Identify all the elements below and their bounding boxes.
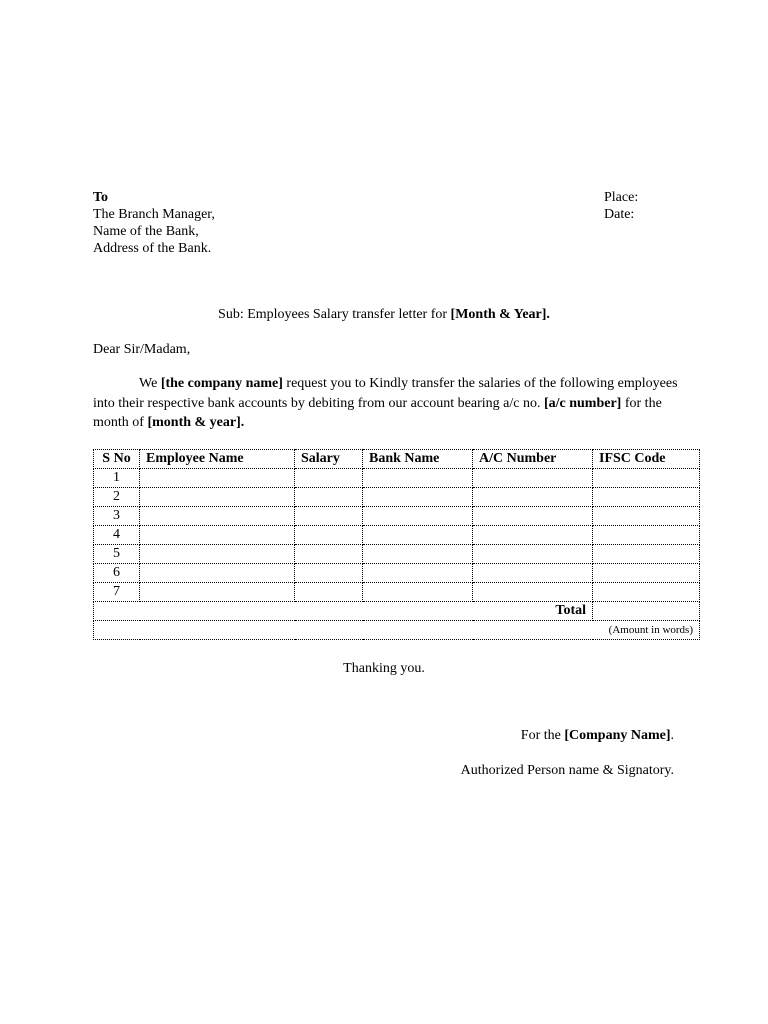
body-we: We	[139, 376, 161, 391]
header-sno: S No	[94, 450, 140, 469]
cell-employee-name[interactable]	[140, 545, 295, 564]
to-label: To	[93, 190, 109, 205]
salary-table	[93, 449, 700, 640]
cell-ifsc-code[interactable]	[593, 526, 700, 545]
salutation: Dear Sir/Madam,	[93, 342, 191, 357]
place-label: Place:	[604, 190, 639, 205]
row-sno: 3	[94, 507, 140, 526]
table-header-row	[94, 450, 700, 469]
table-row	[94, 469, 700, 488]
cell-bank-name[interactable]	[363, 488, 473, 507]
cell-ac-number[interactable]	[473, 564, 593, 583]
for-suffix: .	[670, 728, 674, 743]
table-row	[94, 545, 700, 564]
recipient-line-bank-address: Address of the Bank.	[93, 241, 212, 256]
cell-ac-number[interactable]	[473, 507, 593, 526]
for-company-line	[0, 727, 674, 744]
cell-bank-name[interactable]	[363, 469, 473, 488]
row-sno: 6	[94, 564, 140, 583]
body-month-placeholder: [month & year].	[147, 415, 245, 430]
body-text-month: for the month of	[93, 395, 662, 430]
cell-salary[interactable]	[295, 488, 363, 507]
amount-in-words-label: (Amount in words)	[94, 621, 700, 640]
cell-ifsc-code[interactable]	[593, 583, 700, 602]
for-company-placeholder: [Company Name]	[564, 728, 671, 743]
cell-bank-name[interactable]	[363, 526, 473, 545]
total-row	[94, 602, 700, 621]
cell-ac-number[interactable]	[473, 545, 593, 564]
recipient-address-block	[93, 189, 215, 257]
subject-month-placeholder: [Month & Year].	[450, 307, 550, 322]
header-employee-name: Employee Name	[140, 450, 295, 469]
row-sno: 7	[94, 583, 140, 602]
row-sno: 5	[94, 545, 140, 564]
cell-salary[interactable]	[295, 507, 363, 526]
recipient-line-manager: The Branch Manager,	[93, 207, 215, 222]
cell-employee-name[interactable]	[140, 469, 295, 488]
cell-employee-name[interactable]	[140, 488, 295, 507]
cell-ac-number[interactable]	[473, 469, 593, 488]
cell-ifsc-code[interactable]	[593, 488, 700, 507]
cell-bank-name[interactable]	[363, 564, 473, 583]
cell-ifsc-code[interactable]	[593, 545, 700, 564]
header-bank-name: Bank Name	[363, 450, 473, 469]
table-row	[94, 526, 700, 545]
cell-salary[interactable]	[295, 545, 363, 564]
row-sno: 2	[94, 488, 140, 507]
cell-bank-name[interactable]	[363, 583, 473, 602]
thanking-line: Thanking you.	[343, 661, 425, 676]
row-sno: 1	[94, 469, 140, 488]
cell-bank-name[interactable]	[363, 545, 473, 564]
date-label: Date:	[604, 207, 635, 222]
header-ac-number: A/C Number	[473, 450, 593, 469]
cell-ifsc-code[interactable]	[593, 507, 700, 526]
subject-prefix: Sub: Employees Salary transfer letter for	[218, 307, 451, 322]
cell-salary[interactable]	[295, 564, 363, 583]
table-row	[94, 564, 700, 583]
signatory-line: Authorized Person name & Signatory.	[460, 763, 674, 778]
cell-ifsc-code[interactable]	[593, 564, 700, 583]
cell-ac-number[interactable]	[473, 583, 593, 602]
cell-bank-name[interactable]	[363, 507, 473, 526]
cell-ifsc-code[interactable]	[593, 469, 700, 488]
header-salary: Salary	[295, 450, 363, 469]
cell-total-value[interactable]	[593, 602, 700, 621]
for-prefix: For the	[520, 728, 565, 743]
recipient-line-bank-name: Name of the Bank,	[93, 224, 199, 239]
header-ifsc-code: IFSC Code	[593, 450, 700, 469]
subject-line	[0, 306, 768, 323]
place-date-block	[604, 189, 638, 223]
body-account-placeholder: [a/c number]	[543, 395, 622, 411]
cell-employee-name[interactable]	[140, 583, 295, 602]
table-row	[94, 488, 700, 507]
table-row	[94, 507, 700, 526]
cell-employee-name[interactable]	[140, 564, 295, 583]
cell-ac-number[interactable]	[473, 488, 593, 507]
cell-salary[interactable]	[295, 583, 363, 602]
body-paragraph	[93, 374, 683, 433]
cell-salary[interactable]	[295, 469, 363, 488]
body-company-placeholder: [the company name]	[160, 376, 283, 391]
cell-employee-name[interactable]	[140, 526, 295, 545]
total-label: Total	[94, 602, 593, 621]
body-text-request: request you to Kindly transfer the salaries of the following employees into their respective bank accounts by debiting from our account bearing a/c no.	[93, 376, 678, 411]
table-row	[94, 583, 700, 602]
cell-salary[interactable]	[295, 526, 363, 545]
amount-words-row	[94, 621, 700, 640]
row-sno: 4	[94, 526, 140, 545]
cell-ac-number[interactable]	[473, 526, 593, 545]
cell-employee-name[interactable]	[140, 507, 295, 526]
